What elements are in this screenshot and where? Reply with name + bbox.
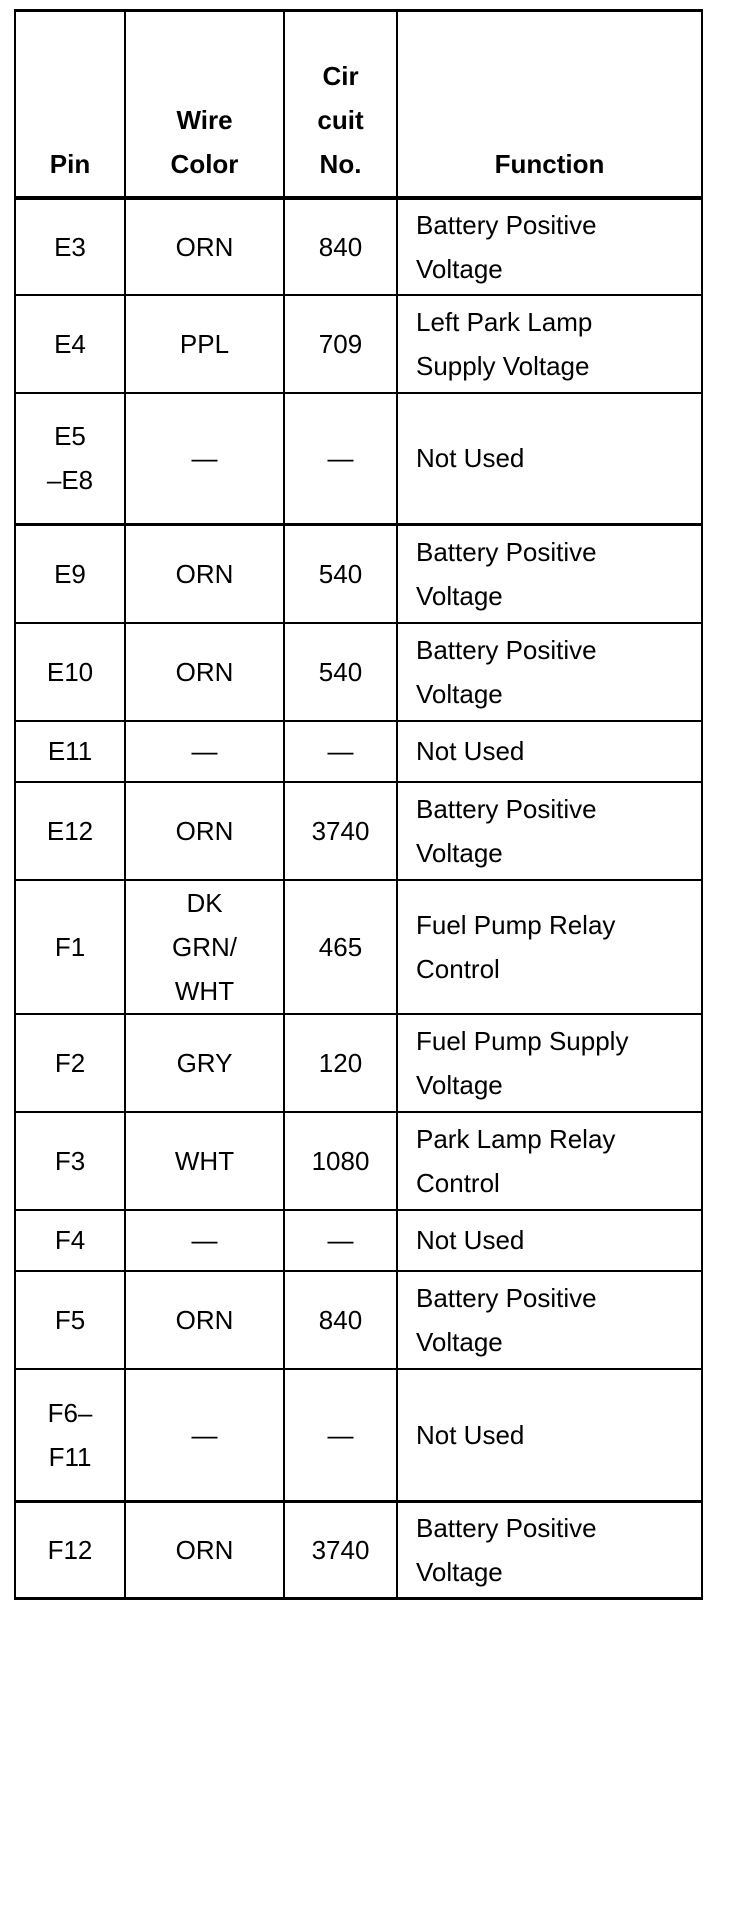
function-cell: Not Used	[397, 1369, 702, 1502]
function-cell: Battery Positive Voltage	[397, 525, 702, 623]
pin-cell: F12	[15, 1502, 125, 1599]
wire-color-cell: GRY	[125, 1014, 284, 1112]
function-cell: Battery Positive Voltage	[397, 782, 702, 880]
circuit-cell: 540	[284, 623, 397, 721]
header-circuit-no: Cir cuit No.	[284, 11, 397, 198]
function-cell: Fuel Pump Relay Control	[397, 880, 702, 1014]
wire-color-cell: —	[125, 1369, 284, 1502]
wire-color-cell: ORN	[125, 198, 284, 295]
circuit-cell: —	[284, 721, 397, 782]
pin-cell: E12	[15, 782, 125, 880]
pin-cell: E4	[15, 295, 125, 393]
wire-color-cell: ORN	[125, 623, 284, 721]
function-cell: Not Used	[397, 721, 702, 782]
function-cell: Battery Positive Voltage	[397, 198, 702, 295]
pin-cell: F3	[15, 1112, 125, 1210]
table-body	[15, 198, 702, 1599]
pin-cell: F5	[15, 1271, 125, 1369]
pin-cell: E3	[15, 198, 125, 295]
header-row	[15, 11, 702, 198]
circuit-cell: —	[284, 393, 397, 525]
circuit-cell: 540	[284, 525, 397, 623]
pin-cell: E9	[15, 525, 125, 623]
wire-color-cell: ORN	[125, 1502, 284, 1599]
table-row	[15, 1210, 702, 1271]
table-row	[15, 1502, 702, 1599]
function-cell: Battery Positive Voltage	[397, 1502, 702, 1599]
header-pin: Pin	[15, 11, 125, 198]
table-header	[15, 11, 702, 198]
wire-color-cell: ORN	[125, 1271, 284, 1369]
wire-color-cell: DK GRN/ WHT	[125, 880, 284, 1014]
circuit-cell: 120	[284, 1014, 397, 1112]
table-row	[15, 782, 702, 880]
circuit-cell: 709	[284, 295, 397, 393]
wire-color-cell: —	[125, 1210, 284, 1271]
circuit-cell: 3740	[284, 1502, 397, 1599]
table-row	[15, 1014, 702, 1112]
table-row	[15, 1112, 702, 1210]
circuit-cell: 3740	[284, 782, 397, 880]
pin-cell: E10	[15, 623, 125, 721]
function-cell: Fuel Pump Supply Voltage	[397, 1014, 702, 1112]
header-function: Function	[397, 11, 702, 198]
wire-color-cell: WHT	[125, 1112, 284, 1210]
table-row	[15, 393, 702, 525]
function-cell: Park Lamp Relay Control	[397, 1112, 702, 1210]
function-cell: Not Used	[397, 393, 702, 525]
table-row	[15, 721, 702, 782]
table-row	[15, 1271, 702, 1369]
circuit-cell: —	[284, 1210, 397, 1271]
wire-color-cell: —	[125, 393, 284, 525]
circuit-cell: 1080	[284, 1112, 397, 1210]
function-cell: Battery Positive Voltage	[397, 1271, 702, 1369]
circuit-cell: 465	[284, 880, 397, 1014]
wire-color-cell: —	[125, 721, 284, 782]
table-row	[15, 525, 702, 623]
table-row	[15, 295, 702, 393]
function-cell: Not Used	[397, 1210, 702, 1271]
pin-cell: F1	[15, 880, 125, 1014]
circuit-cell: 840	[284, 1271, 397, 1369]
connector-pinout-table	[14, 9, 703, 1600]
pin-cell: F4	[15, 1210, 125, 1271]
table-row	[15, 1369, 702, 1502]
table-row	[15, 880, 702, 1014]
pin-cell: E5 –E8	[15, 393, 125, 525]
table-row	[15, 623, 702, 721]
pin-cell: F2	[15, 1014, 125, 1112]
pin-cell: F6– F11	[15, 1369, 125, 1502]
function-cell: Battery Positive Voltage	[397, 623, 702, 721]
wire-color-cell: PPL	[125, 295, 284, 393]
pin-cell: E11	[15, 721, 125, 782]
circuit-cell: 840	[284, 198, 397, 295]
header-wire-color: Wire Color	[125, 11, 284, 198]
table-row	[15, 198, 702, 295]
function-cell: Left Park Lamp Supply Voltage	[397, 295, 702, 393]
wire-color-cell: ORN	[125, 525, 284, 623]
circuit-cell: —	[284, 1369, 397, 1502]
wire-color-cell: ORN	[125, 782, 284, 880]
